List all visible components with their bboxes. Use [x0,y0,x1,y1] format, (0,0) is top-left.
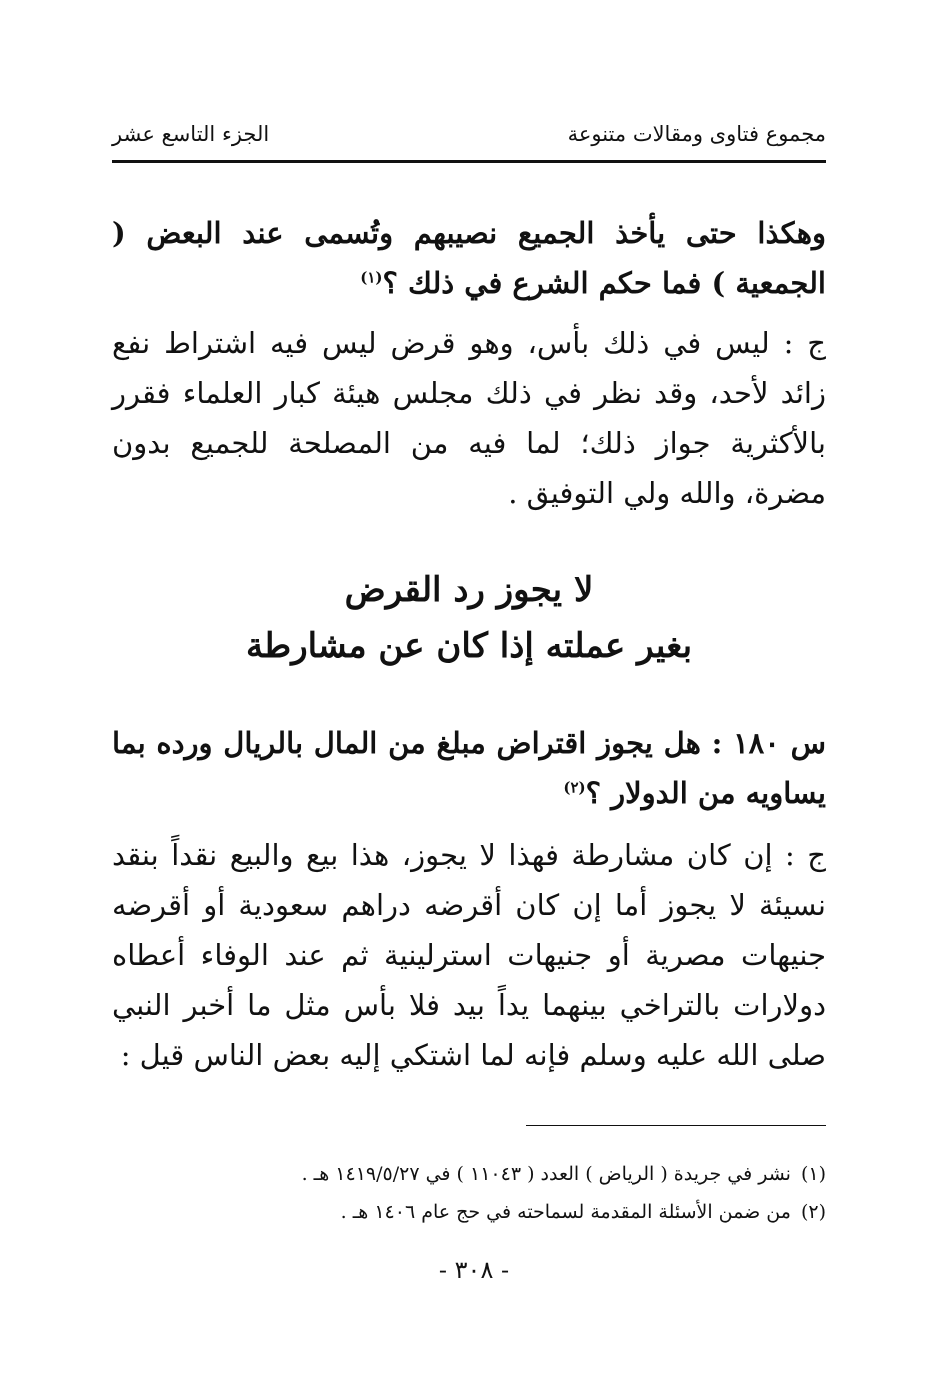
footnote-ref-2: (٢) [563,778,586,797]
running-header [112,118,826,158]
footnote-1-text: نشر في جريدة ( الرياض ) العدد ( ١١٠٤٣ ) في ١٤١٩/٥/٢٧ هـ . [301,1163,791,1185]
section-heading-line-2: بغير عملته إذا كان عن مشارطة [245,626,693,666]
question-180-text: س ١٨٠ : هل يجوز اقتراض مبلغ من المال بالريال ورده بما يساويه من الدولار ؟ [112,726,827,810]
page-number: - ٣٠٨ - [438,1256,510,1284]
header-divider [112,160,826,163]
question-1 [112,208,826,308]
question-1-text: وهكذا حتى يأخذ الجميع نصيبهم وتُسمى عند البعض ( الجمعية ) فما حكم الشرع في ذلك ؟ [112,216,826,300]
book-title: مجموع فتاوى ومقالات متنوعة [567,122,826,146]
question-180 [112,718,826,818]
answer-1-text: ج : ليس في ذلك بأس، وهو قرض ليس فيه اشتراط نفع زائد لأحد، وقد نظر في ذلك مجلس هيئة كبار العلماء فقرر بالأكثرية جواز ذلك؛ لما فيه من المصلحة للجميع بدون مضرة، والله ولي التوفيق . [112,326,826,510]
footnote-1-number: (١) [800,1163,826,1185]
footnote-2 [112,1193,826,1231]
footnote-ref-1: (١) [360,268,383,287]
section-heading [112,562,826,674]
answer-180 [112,830,826,1080]
volume-title: الجزء التاسع عشر [112,122,270,146]
footnote-2-text: من ضمن الأسئلة المقدمة لسماحته في حج عام ١٤٠٦ هـ . [340,1201,791,1223]
footnote-divider [526,1125,826,1126]
footnote-1 [112,1155,826,1193]
footnote-2-number: (٢) [800,1201,826,1223]
answer-1 [112,318,826,518]
footnotes [112,1155,826,1231]
answer-180-text: ج : إن كان مشارطة فهذا لا يجوز، هذا بيع والبيع نقداً بنقد نسيئة لا يجوز أما إن كان أقرضه دراهم سعودية أو أقرضه جنيهات مصرية أو جنيهات استرلينية ثم عند الوفاء أعطاه دولارات بالتراخي بينهما يداً بيد فلا بأس مثل ما أخبر النبي صلى الله عليه وسلم فإنه لما اشتكي إليه بعض الناس قيل : [112,838,826,1072]
section-heading-line-1: لا يجوز رد القرض [344,570,594,610]
